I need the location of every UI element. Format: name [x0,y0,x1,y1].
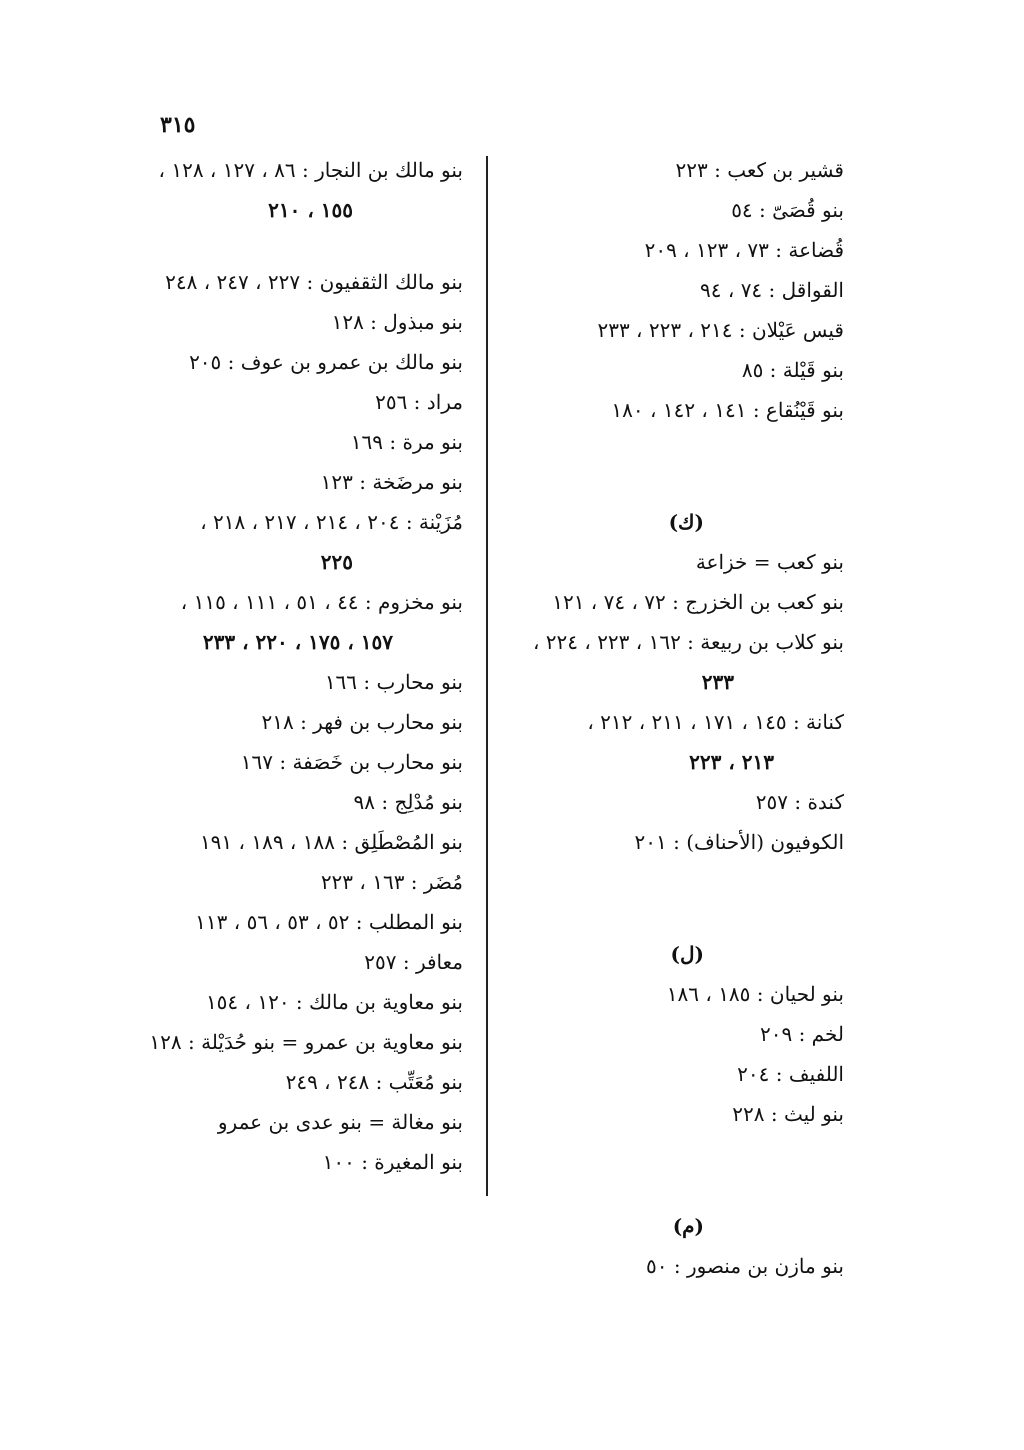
index-entry-continuation: ١٥٧ ، ١٧٥ ، ٢٢٠ ، ٢٣٣ [202,630,393,654]
index-entry: بنو ليث : ٢٢٨ [732,1102,844,1126]
index-entry-continuation: ٢٣٣ [701,670,734,694]
index-entry: بنو معاوية بن عمرو = بنو حُدَيْلة : ١٢٨ [149,1030,463,1054]
index-entry: بنو قَيْنُقاع : ١٤١ ، ١٤٢ ، ١٨٠ [611,398,844,422]
index-entry: قُضاعة : ٧٣ ، ١٢٣ ، ٢٠٩ [644,238,844,262]
index-entry: اللفيف : ٢٠٤ [737,1062,844,1086]
index-entry: بنو المغيرة : ١٠٠ [322,1150,463,1174]
column-divider [486,156,488,1196]
section-spacer [524,1134,844,1206]
section-heading-lam: (ل) [670,942,704,966]
index-entry: بنو محارب بن فهر : ٢١٨ [261,710,463,734]
index-entry: بنو مرضَخة : ١٢٣ [320,470,463,494]
index-entry: بنو كلاب بن ربيعة : ١٦٢ ، ٢٢٣ ، ٢٢٤ ، [532,630,844,654]
index-entry: بنو كعب بن الخزرج : ٧٢ ، ٧٤ ، ١٢١ [552,590,844,614]
index-entry: بنو قَيْلة : ٨٥ [741,358,844,382]
index-entry-continuation: ٢١٣ ، ٢٢٣ [689,750,774,774]
index-entry: مُضَر : ١٦٣ ، ٢٢٣ [320,870,463,894]
index-entry: بنو قُصَىّ : ٥٤ [731,198,844,222]
index-entry: بنو مغالة = بنو عدى بن عمرو [217,1110,463,1134]
index-entry: بنو المطلب : ٥٢ ، ٥٣ ، ٥٦ ، ١١٣ [195,910,463,934]
index-entry: بنو محارب : ١٦٦ [324,670,463,694]
index-entry: مراد : ٢٥٦ [375,390,463,414]
index-entry: بنو محارب بن خَصَفة : ١٦٧ [240,750,463,774]
index-entry: بنو مالك الثقفيون : ٢٢٧ ، ٢٤٧ ، ٢٤٨ [165,270,463,294]
index-entry: بنو مبذول : ١٢٨ [331,310,463,334]
index-entry: بنو معاوية بن مالك : ١٢٠ ، ١٥٤ [205,990,463,1014]
index-entry: كنانة : ١٤٥ ، ١٧١ ، ٢١١ ، ٢١٢ ، [587,710,844,734]
index-entry: بنو مخزوم : ٤٤ ، ٥١ ، ١١١ ، ١١٥ ، [180,590,463,614]
index-column-left [127,150,463,1182]
index-entry: بنو لحيان : ١٨٥ ، ١٨٦ [666,982,844,1006]
index-entry: مُزَيْنة : ٢٠٤ ، ٢١٤ ، ٢١٧ ، ٢١٨ ، [200,510,463,534]
index-entry: بنو مرة : ١٦٩ [350,430,463,454]
index-entry-continuation: ٢٢٥ [320,550,353,574]
index-entry: بنو مالك بن النجار : ٨٦ ، ١٢٧ ، ١٢٨ ، [158,158,463,182]
index-entry: قيس عَيْلان : ٢١٤ ، ٢٢٣ ، ٢٣٣ [597,318,844,342]
index-entry: بنو مازن بن منصور : ٥٠ [646,1254,844,1278]
index-entry: معافر : ٢٥٧ [364,950,463,974]
index-entry: بنو مُعَتِّب : ٢٤٨ ، ٢٤٩ [285,1070,463,1094]
entry-spacer [127,230,463,262]
index-entry: بنو مُدْلِج : ٩٨ [353,790,463,814]
section-spacer [524,862,844,934]
index-entry: القواقل : ٧٤ ، ٩٤ [700,278,844,302]
page-number: ٣١٥ [160,112,196,138]
index-column-right [524,150,844,1286]
section-heading-kaf: (ك) [668,510,704,534]
index-entry: لخم : ٢٠٩ [759,1022,844,1046]
index-entry-continuation: ١٥٥ ، ٢١٠ [268,198,353,222]
index-entry: بنو مالك بن عمرو بن عوف : ٢٠٥ [189,350,463,374]
section-spacer [524,430,844,502]
index-entry: الكوفيون (الأحناف) : ٢٠١ [634,830,844,854]
section-heading-mim: (م) [672,1214,704,1238]
index-entry: بنو كعب = خزاعة [695,550,844,574]
index-entry: كندة : ٢٥٧ [755,790,844,814]
index-entry: قشير بن كعب : ٢٢٣ [675,158,844,182]
index-entry: بنو المُصْطَلِق : ١٨٨ ، ١٨٩ ، ١٩١ [199,830,463,854]
